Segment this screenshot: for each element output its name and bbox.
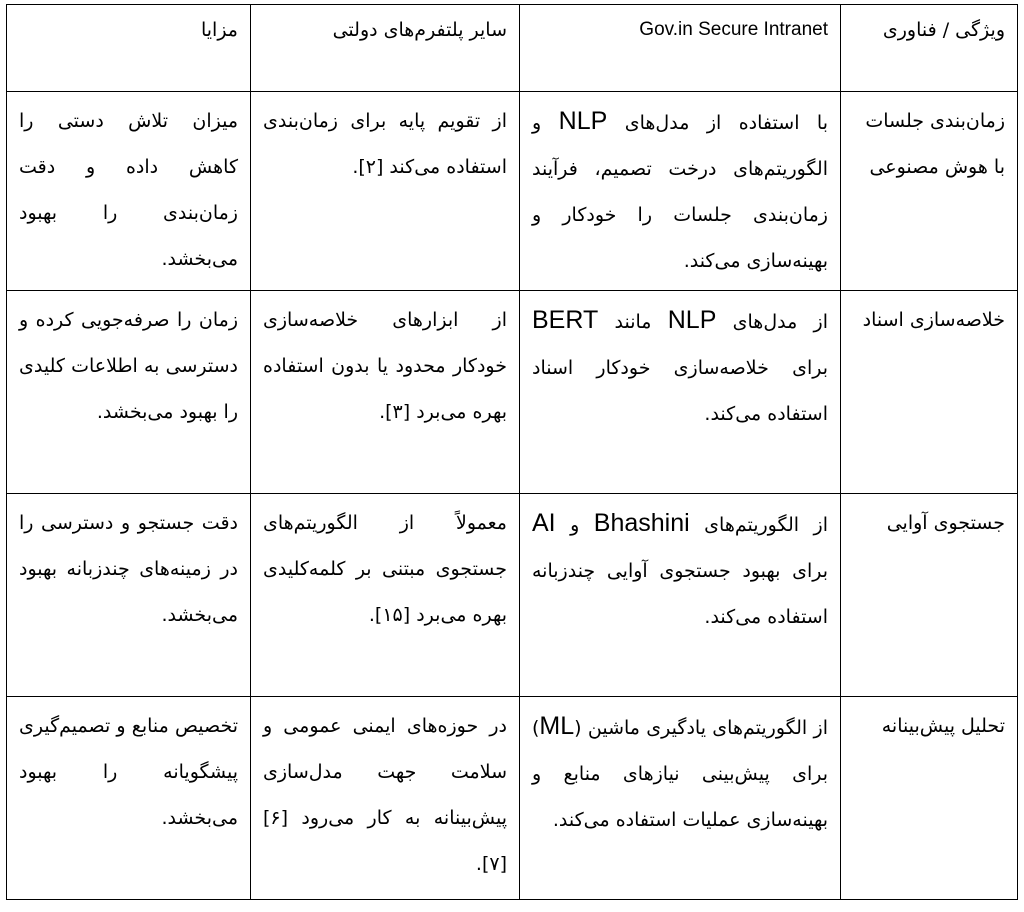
feature-cell: خلاصه‌سازی اسناد	[841, 291, 1018, 494]
header-row	[7, 5, 1018, 92]
secure-intranet-cell: از الگوریتم‌های یادگیری ماشین (ML) برای پیش‌بینی نیازهای منابع و بهینه‌سازی عملیات استفاده می‌کند.	[520, 697, 841, 900]
table-row	[7, 697, 1018, 900]
feature-cell: جستجوی آوایی	[841, 494, 1018, 697]
other-platforms-cell: معمولاً از الگوریتم‌های جستجوی مبتنی بر کلمه‌کلیدی بهره می‌برد [۱۵].	[251, 494, 520, 697]
table-row	[7, 494, 1018, 697]
secure-intranet-cell: از الگوریتم‌های Bhashini و AI برای بهبود جستجوی آوایی چندزبانه استفاده می‌کند.	[520, 494, 841, 697]
benefits-cell: دقت جستجو و دسترسی را در زمینه‌های چندزبانه بهبود می‌بخشد.	[7, 494, 251, 697]
benefits-cell: زمان را صرفه‌جویی کرده و دسترسی به اطلاعات کلیدی را بهبود می‌بخشد.	[7, 291, 251, 494]
header-other-platforms: سایر پلتفرم‌های دولتی	[251, 5, 520, 92]
secure-intranet-cell: با استفاده از مدل‌های NLP و الگوریتم‌های درخت تصمیم، فرآیند زمان‌بندی جلسات را خودکار و بهینه‌سازی می‌کند.	[520, 92, 841, 291]
header-feature: ویژگی / فناوری	[841, 5, 1018, 92]
benefits-cell: تخصیص منابع و تصمیم‌گیری پیشگویانه را بهبود می‌بخشد.	[7, 697, 251, 900]
table-row	[7, 92, 1018, 291]
table-row	[7, 291, 1018, 494]
feature-cell: زمان‌بندی جلسات با هوش مصنوعی	[841, 92, 1018, 291]
other-platforms-cell: از تقویم پایه برای زمان‌بندی استفاده می‌کند [۲].	[251, 92, 520, 291]
other-platforms-cell: در حوزه‌های ایمنی عمومی و سلامت جهت مدل‌سازی پیش‌بینانه به کار می‌رود [۶][۷].	[251, 697, 520, 900]
feature-cell: تحلیل پیش‌بینانه	[841, 697, 1018, 900]
header-secure-intranet: Gov.in Secure Intranet	[520, 5, 841, 92]
secure-intranet-cell: از مدل‌های NLP مانند BERT برای خلاصه‌سازی خودکار اسناد استفاده می‌کند.	[520, 291, 841, 494]
other-platforms-cell: از ابزارهای خلاصه‌سازی خودکار محدود یا بدون استفاده بهره می‌برد [۳].	[251, 291, 520, 494]
header-benefits: مزایا	[7, 5, 251, 92]
benefits-cell: میزان تلاش دستی را کاهش داده و دقت زمان‌بندی را بهبود می‌بخشد.	[7, 92, 251, 291]
comparison-table	[6, 4, 1018, 900]
